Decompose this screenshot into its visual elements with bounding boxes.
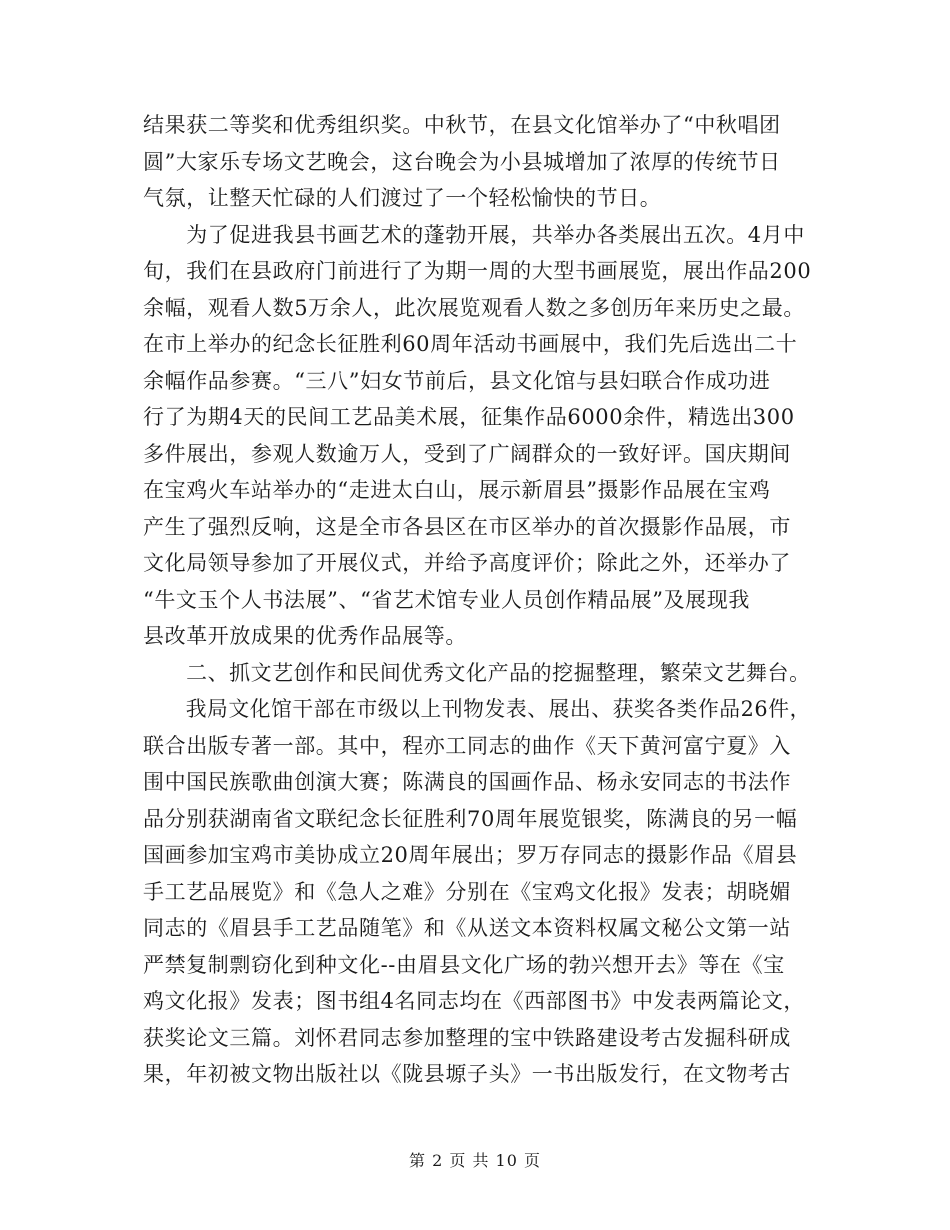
text-line: 获奖论文三篇。刘怀君同志参加整理的宝中铁路建设考古发掘科研成: [143, 1025, 791, 1050]
page-footer: 第 2 页 共 10 页: [409, 1151, 541, 1170]
text-line: 联合出版专著一部。其中，程亦工同志的曲作《天下黄河富宁夏》入: [143, 733, 791, 758]
text-line: “牛文玉个人书法展”、“省艺术馆专业人员创作精品展”及展现我: [143, 587, 750, 612]
text-line: 产生了强烈反响，这是全市各县区在市区举办的首次摄影作品展，市: [143, 514, 791, 539]
text-line: 品分别获湖南省文联纪念长征胜利70周年展览银奖，陈满良的另一幅: [143, 806, 798, 831]
text-line: 圆”大家乐专场文艺晚会，这台晚会为小县城增加了浓厚的传统节日: [143, 149, 781, 174]
text-line: 余幅，观看人数5万余人，此次展览观看人数之多创历年来历史之最。: [143, 295, 805, 320]
text-line: 余幅作品参赛。“三八”妇女节前后，县文化馆与县妇联合作成功进: [143, 368, 771, 393]
text-line: 同志的《眉县手工艺品随笔》和《从送文本资料权属文秘公文第一站: [143, 916, 791, 940]
text-line: 多件展出，参观人数逾万人，受到了广阔群众的一致好评。国庆期间: [143, 441, 791, 466]
text-line: 国画参加宝鸡市美协成立20周年展出；罗万存同志的摄影作品《眉县: [143, 843, 798, 867]
text-line: 在市上举办的纪念长征胜利60周年活动书画展中，我们先后选出二十: [143, 332, 798, 356]
text-line: 文化局领导参加了开展仪式，并给予高度评价；除此之外，还举办了: [143, 551, 791, 575]
text-line: 二、抓文艺创作和民间优秀文化产品的挖掘整理，繁荣文艺舞台。: [143, 660, 811, 685]
text-line: 严禁复制剽窃化到种文化--由眉县文化广场的勃兴想开去》等在《宝: [143, 952, 785, 977]
text-line: 县改革开放成果的优秀作品展等。: [143, 624, 467, 648]
text-line: 为了促进我县书画艺术的蓬勃开展，共举办各类展出五次。4月中: [143, 222, 805, 247]
text-line: 在宝鸡火车站举办的“走进太白山，展示新眉县”摄影作品展在宝鸡: [143, 478, 771, 502]
text-line: 我局文化馆干部在市级以上刊物发表、展出、获奖各类作品26件，: [143, 697, 811, 721]
body-text: [143, 107, 811, 1093]
text-line: 气氛，让整天忙碌的人们渡过了一个轻松愉快的节日。: [143, 186, 662, 210]
text-line: 手工艺品展览》和《急人之难》分别在《宝鸡文化报》发表；胡晓媚: [143, 879, 791, 904]
text-line: 鸡文化报》发表；图书组4名同志均在《西部图书》中发表两篇论文，: [143, 989, 805, 1013]
text-line: 行了为期4天的民间工艺品美术展，征集作品6000余件，精选出300: [143, 405, 795, 429]
text-line: 果，年初被文物出版社以《陇县塬子头》一书出版发行，在文物考古: [143, 1062, 791, 1086]
text-line: 结果获二等奖和优秀组织奖。中秋节，在县文化馆举办了“中秋唱团: [143, 113, 781, 137]
text-line: 旬，我们在县政府门前进行了为期一周的大型书画展览，展出作品200: [143, 259, 812, 283]
text-line: 围中国民族歌曲创演大赛；陈满良的国画作品、杨永安同志的书法作: [143, 770, 791, 794]
